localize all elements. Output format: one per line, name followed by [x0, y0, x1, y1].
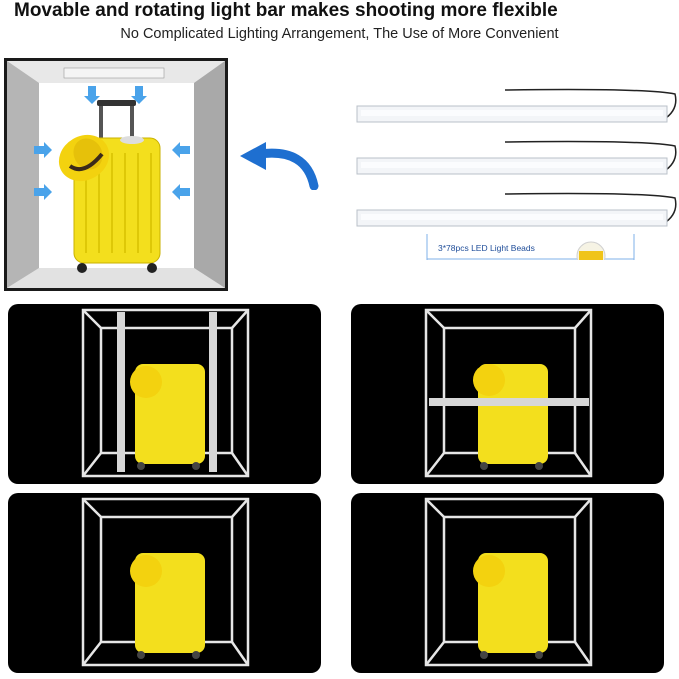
page-title: Movable and rotating light bar makes shooting more flexible: [14, 0, 558, 21]
panel-top-bars: [351, 493, 664, 673]
page-subtitle: No Complicated Lighting Arrangement, The Use of More Convenient: [120, 26, 559, 42]
curved-arrow-icon: [236, 140, 320, 190]
panel-side-bars: [8, 493, 321, 673]
led-beads-label: 3*78pcs LED Light Beads: [438, 243, 535, 253]
panel-horizontal-bar: [351, 304, 664, 484]
panel-vertical-bars: [8, 304, 321, 484]
hero-light-box-image: [4, 58, 228, 291]
